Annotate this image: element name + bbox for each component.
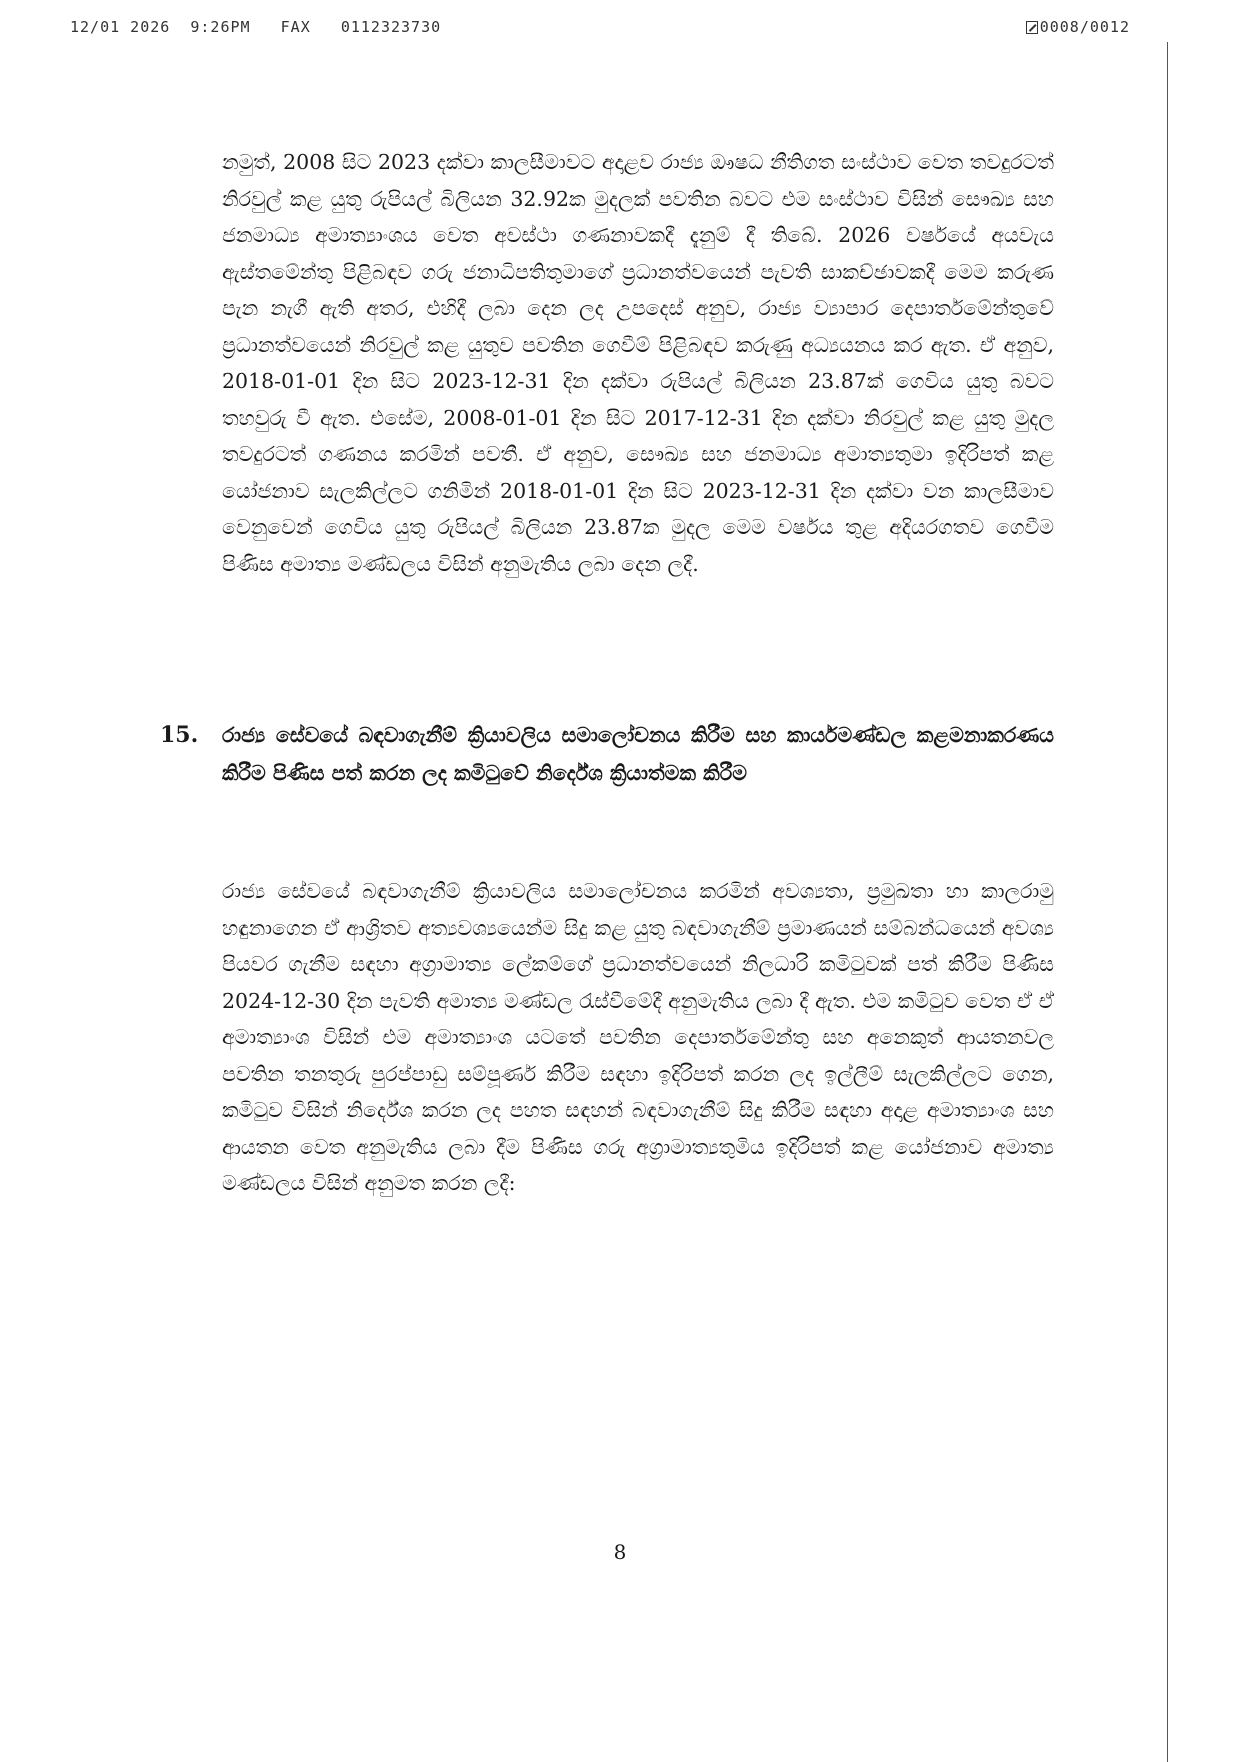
page-number: 8 — [613, 1540, 627, 1564]
fax-header — [70, 10, 1130, 40]
fax-page-counter-group — [1026, 18, 1130, 36]
item-heading: රාජ්‍ය සේවයේ බඳවාගැනීම් ක්‍රියාවලිය සමාලෝචනය කිරීම සහ කාර්යමණ්ඩල කළමනාකරණය කිරීම පිණිස පත් කරන ලද කමිටුවේ නිර්දේශ ක්‍රියාත්මක කිරීම — [222, 723, 1054, 785]
item-number: 15. — [160, 722, 199, 748]
scan-edge-line — [1167, 42, 1169, 1762]
body-paragraph-2: රාජ්‍ය සේවයේ බඳවාගැනීම් ක්‍රියාවලිය සමාලෝචනය කරමින් අවශ්‍යතා, ප්‍රමුඛතා හා කාලරාමු හඳුනාගෙන ඒ ආශ්‍රිතව අත්‍යවශ්‍යයෙන්ම සිදු කළ යුතු බඳවාගැනීම් ප්‍රමාණයන් සම්බන්ධයෙන් අවශ්‍ය පියවර ගැනීම සඳහා අග්‍රාමාත්‍ය ලේකම්ගේ ප්‍රධානත්වයෙන් නිලධාරි කමිටුවක් පත් කිරීම පිණිස 2024-12-30 දින පැවති අමාත්‍ය මණ්ඩල රැස්වීමේදී අනුමැතිය ලබා දී ඇත. එම කමිටුව වෙත ඒ ඒ අමාත්‍යාංශ විසින් එම අමාත්‍යාංශ යටතේ පවතින දෙපාර්තමේන්තු සහ අනෙකුත් ආයතනවල පවතින තනතුරු පුරප්පාඩු සම්පූර්ණ කිරීම සඳහා ඉදිරිපත් කරන ලද ඉල්ලීම් සැලකිල්ලට ගෙන, කමිටුව විසින් නිර්දේශ කරන ලද පහත සඳහන් බඳවාගැනීම් සිදු කිරීම සඳහා අදාළ අමාත්‍යාංශ සහ ආයතන වෙත අනුමැතිය ලබා දීම පිණිස ගරු අග්‍රාමාත්‍යතුමිය ඉදිරිපත් කළ යෝජනාව අමාත්‍ය මණ්ඩලය විසින් අනුමත කරන ලදී: — [222, 879, 1054, 1195]
fax-transmission-info: 12/01 2026 9:26PM FAX 0112323730 — [70, 18, 442, 36]
checkbox-icon — [1026, 21, 1038, 34]
body-paragraph-1: නමුත්, 2008 සිට 2023 දක්වා කාලසීමාවට අදාළව රාජ්‍ය ඖෂධ නීතිගත සංස්ථාව වෙත තවදුරටත් නිරවුල් කළ යුතු රුපියල් බිලියන 32.92ක මුදලක් පවතින බවට එම සංස්ථාව විසින් සෞඛ්‍ය සහ ජනමාධ්‍ය අමාත්‍යාංශය වෙත අවස්ථා ගණනාවකදී දැනුම් දී තිබේ. 2026 වර්ෂයේ අයවැය ඇස්තමේන්තු පිළිබඳව ගරු ජනාධිපතිතුමාගේ ප්‍රධානත්වයෙන් පැවති සාකච්ඡාවකදී මෙම කරුණ පැන නැගී ඇති අතර, එහිදී ලබා දෙන ලද උපදෙස් අනුව, රාජ්‍ය ව්‍යාපාර දෙපාර්තමේන්තුවේ ප්‍රධානත්වයෙන් නිරවුල් කළ යුතුව පවතින ගෙවීම් පිළිබඳව කරුණු අධ්‍යයනය කර ඇත. ඒ අනුව, 2018-01-01 දින සිට 2023-12-31 දින දක්වා රුපියල් බිලියන 23.87ක් ගෙවිය යුතු බවට තහවුරු වී ඇත. එසේම, 2008-01-01 දින සිට 2017-12-31 දින දක්වා නිරවුල් කළ යුතු මුදල තවදුරටත් ගණනය කරමින් පවතී. ඒ අනුව, සෞඛ්‍ය සහ ජනමාධ්‍ය අමාත්‍යතුමා ඉදිරිපත් කළ යෝජනාව සැලකිල්ලට ගනිමින් 2018-01-01 දින සිට 2023-12-31 දින දක්වා වන කාලසීමාව වෙනුවෙන් ගෙවිය යුතු රුපියල් බිලියන 23.87ක මුදල මෙම වර්ෂය තුළ අදියරගතව ගෙවීම පිණිස අමාත්‍ය මණ්ඩලය විසින් අනුමැතිය ලබා දෙන ලදී. — [222, 150, 1054, 576]
fax-page-counter: 0008/0012 — [1039, 18, 1130, 36]
